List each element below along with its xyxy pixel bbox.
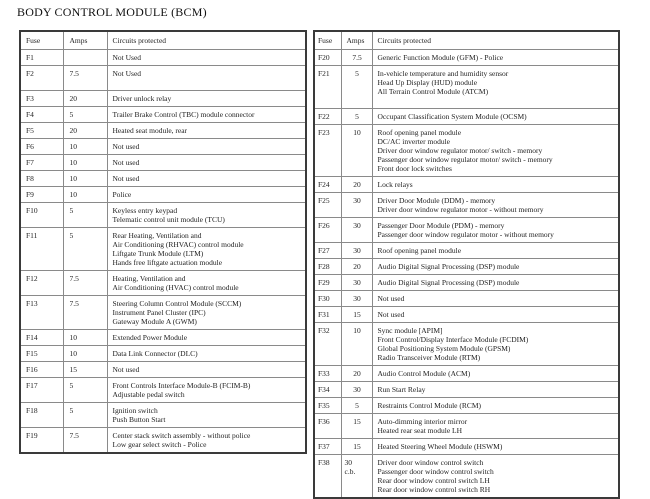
table-row [314,398,619,414]
circuits-cell: Sync module [APIM] Front Control/Display Interface Module (FCDIM) Global Positioning System Module (GPSM) Radio Transceiver Module (RTM) [372,323,619,366]
fuse-cell: F5 [20,123,63,139]
fuse-cell: F37 [314,439,341,455]
amps-cell: 10 [341,323,372,366]
circuits-cell: Lock relays [372,177,619,193]
table-row [314,66,619,109]
fuse-cell: F23 [314,125,341,177]
page-title: BODY CONTROL MODULE (BCM) [17,5,207,19]
table-row [314,291,619,307]
fuse-cell: F4 [20,107,63,123]
table-row [20,271,306,296]
table-row [20,155,306,171]
amps-cell: 20 [63,123,107,139]
table-row [20,91,306,107]
circuits-cell: Data Link Connector (DLC) [107,346,306,362]
circuits-cell: Heating, Ventilation and Air Conditioning (HVAC) control module [107,271,306,296]
fuse-cell: F1 [20,50,63,66]
amps-cell: 7.5 [63,66,107,91]
table-row [20,428,306,454]
amps-cell: 30 c.b. [341,455,372,499]
circuits-cell: Driver Door Module (DDM) - memory Driver door window regulator motor - without memory [372,193,619,218]
circuits-cell: Not Used [107,66,306,91]
fuse-cell: F19 [20,428,63,454]
table-row [314,382,619,398]
amps-cell: 7.5 [63,296,107,330]
amps-cell: 5 [341,398,372,414]
circuits-cell: Generic Function Module (GFM) - Police [372,50,619,66]
amps-cell: 5 [63,378,107,403]
fuse-cell: F9 [20,187,63,203]
amps-cell: 20 [341,259,372,275]
circuits-cell: Front Controls Interface Module-B (FCIM-B) Adjustable pedal switch [107,378,306,403]
amps-cell: 30 [341,193,372,218]
amps-cell: 10 [63,346,107,362]
amps-cell: 5 [63,228,107,271]
amps-cell: 7.5 [341,50,372,66]
amps-cell: 5 [63,203,107,228]
table-row [314,439,619,455]
circuits-cell: Not used [107,139,306,155]
amps-cell: 10 [63,330,107,346]
circuits-cell: Roof opening panel module [372,243,619,259]
table-row [314,125,619,177]
fuse-cell: F35 [314,398,341,414]
fuse-cell: F16 [20,362,63,378]
circuits-cell: Occupant Classification System Module (OCSM) [372,109,619,125]
table-row [314,307,619,323]
table-row [314,109,619,125]
header-row [314,31,619,50]
amps-cell: 10 [63,155,107,171]
circuits-cell: Heated Steering Wheel Module (HSWM) [372,439,619,455]
fuse-cell: F15 [20,346,63,362]
circuits-cell: Police [107,187,306,203]
amps-cell: 7.5 [63,428,107,454]
circuits-cell: In-vehicle temperature and humidity sensor Head Up Display (HUD) module All Terrain Control Module (ATCM) [372,66,619,109]
amps-cell: 7.5 [63,271,107,296]
circuits-cell: Auto-dimming interior mirror Heated rear seat module LH [372,414,619,439]
fuse-table-right [313,30,620,499]
fuse-cell: F8 [20,171,63,187]
circuits-cell: Not Used [107,50,306,66]
table-row [20,403,306,428]
amps-cell: 10 [341,125,372,177]
circuits-cell: Not used [107,171,306,187]
amps-cell: 30 [341,243,372,259]
amps-cell: 5 [63,403,107,428]
fuse-cell: F31 [314,307,341,323]
table-row [314,193,619,218]
circuits-cell: Not used [372,307,619,323]
circuits-cell: Restraints Control Module (RCM) [372,398,619,414]
circuits-cell: Trailer Brake Control (TBC) module connector [107,107,306,123]
fuse-cell: F29 [314,275,341,291]
amps-cell: 20 [341,366,372,382]
table-row [314,323,619,366]
circuits-cell: Passenger Door Module (PDM) - memory Passenger door window regulator motor - without memory [372,218,619,243]
table-row [20,123,306,139]
amps-cell: 10 [63,139,107,155]
amps-cell: 30 [341,382,372,398]
amps-cell: 5 [341,109,372,125]
fuse-cell: F12 [20,271,63,296]
table-row [20,171,306,187]
table-row [20,187,306,203]
fuse-cell: F2 [20,66,63,91]
table-row [20,139,306,155]
table-row [20,50,306,66]
fuse-cell: F27 [314,243,341,259]
circuits-cell: Center stack switch assembly - without police Low gear select switch - Police [107,428,306,454]
table-row [314,366,619,382]
circuits-cell: Extended Power Module [107,330,306,346]
fuse-cell: F18 [20,403,63,428]
table-row [314,243,619,259]
amps-cell: 15 [63,362,107,378]
circuits-cell: Rear Heating, Ventilation and Air Conditioning (RHVAC) control module Liftgate Trunk Module (LTM) Hands free liftgate actuation module [107,228,306,271]
fuse-cell: F11 [20,228,63,271]
table-row [20,296,306,330]
fuse-cell: F13 [20,296,63,330]
amps-cell: 5 [341,66,372,109]
amps-cell [63,50,107,66]
circuits-cell: Ignition switch Push Button Start [107,403,306,428]
fuse-cell: F3 [20,91,63,107]
table-row [314,275,619,291]
table-row [20,228,306,271]
column-header-amps: Amps [341,31,372,50]
circuits-cell: Not used [107,362,306,378]
table-row [20,203,306,228]
circuits-cell: Not used [107,155,306,171]
amps-cell: 30 [341,275,372,291]
fuse-cell: F21 [314,66,341,109]
amps-cell: 20 [341,177,372,193]
table-row [20,346,306,362]
fuse-cell: F32 [314,323,341,366]
fuse-cell: F7 [20,155,63,171]
fuse-cell: F24 [314,177,341,193]
circuits-cell: Audio Control Module (ACM) [372,366,619,382]
fuse-cell: F10 [20,203,63,228]
column-header-circuits: Circuits protected [372,31,619,50]
fuse-cell: F25 [314,193,341,218]
table-row [20,66,306,91]
fuse-cell: F6 [20,139,63,155]
circuits-cell: Driver door window control switch Passenger door window control switch Rear door window control switch LH Rear door window control switch RH [372,455,619,499]
column-header-amps: Amps [63,31,107,50]
amps-cell: 10 [63,187,107,203]
table-row [314,259,619,275]
amps-cell: 15 [341,439,372,455]
fuse-cell: F17 [20,378,63,403]
circuits-cell: Driver unlock relay [107,91,306,107]
column-header-fuse: Fuse [314,31,341,50]
fuse-cell: F22 [314,109,341,125]
column-header-fuse: Fuse [20,31,63,50]
amps-cell: 10 [63,171,107,187]
circuits-cell: Roof opening panel module DC/AC inverter module Driver door window regulator motor/ switch - memory Passenger door window regulator motor/ switch - memory Front door lock switches [372,125,619,177]
table-row [20,362,306,378]
circuits-cell: Heated seat module, rear [107,123,306,139]
fuse-cell: F38 [314,455,341,499]
fuse-table-left [19,30,307,454]
amps-cell: 5 [63,107,107,123]
table-row [20,107,306,123]
amps-cell: 20 [63,91,107,107]
table-row [314,50,619,66]
circuits-cell: Audio Digital Signal Processing (DSP) module [372,259,619,275]
circuits-cell: Steering Column Control Module (SCCM) Instrument Panel Cluster (IPC) Gateway Module A (GWM) [107,296,306,330]
circuits-cell: Not used [372,291,619,307]
fuse-cell: F34 [314,382,341,398]
amps-cell: 15 [341,414,372,439]
table-row [314,414,619,439]
fuse-cell: F28 [314,259,341,275]
fuse-cell: F26 [314,218,341,243]
column-header-circuits: Circuits protected [107,31,306,50]
amps-cell: 30 [341,291,372,307]
fuse-cell: F33 [314,366,341,382]
fuse-cell: F36 [314,414,341,439]
header-row [20,31,306,50]
circuits-cell: Audio Digital Signal Processing (DSP) module [372,275,619,291]
table-row [20,330,306,346]
table-row [314,218,619,243]
fuse-cell: F30 [314,291,341,307]
table-row [314,177,619,193]
amps-cell: 30 [341,218,372,243]
circuits-cell: Run Start Relay [372,382,619,398]
table-row [20,378,306,403]
amps-cell: 15 [341,307,372,323]
fuse-cell: F20 [314,50,341,66]
table-row [314,455,619,499]
circuits-cell: Keyless entry keypad Telematic control unit module (TCU) [107,203,306,228]
fuse-cell: F14 [20,330,63,346]
